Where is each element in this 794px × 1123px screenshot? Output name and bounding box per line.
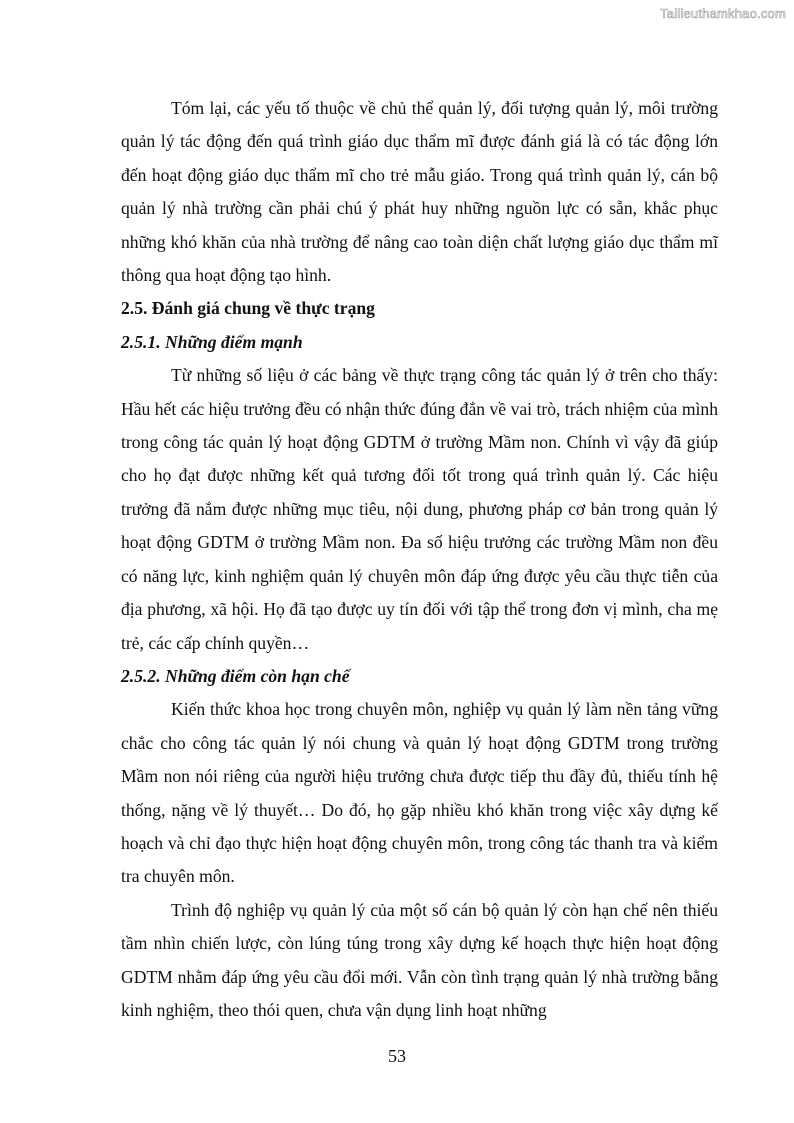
paragraph-strengths: Từ những số liệu ở các bảng về thực trạng công tác quản lý ở trên cho thấy: Hầu hết các hiệu trưởng đều có nhận thức đúng đắn về vai trò, trách nhiệm của mình trong công tác quản lý hoạt động GDTM ở trường Mầm non. Chính vì vậy đã giúp cho họ đạt được những kết quả tương đối tốt trong quá trình quản lý. Các hiệu trưởng đã nắm được những mục tiêu, nội dung, phương pháp cơ bản trong quản lý hoạt động GDTM ở trường Mầm non. Đa số hiệu trưởng các trường Mầm non đều có năng lực, kinh nghiệm quản lý chuyên môn đáp ứng được yêu cầu thực tiễn của địa phương, xã hội. Họ đã tạo được uy tín đối với tập thể trong đơn vị mình, cha mẹ trẻ, các cấp chính quyền…: [121, 365, 718, 653]
paragraph-limitations-2: Trình độ nghiệp vụ quản lý của một số cán bộ quản lý còn hạn chế nên thiếu tầm nhìn chiến lược, còn lúng túng trong xây dựng kế hoạch thực hiện hoạt động GDTM nhằm đáp ứng yêu cầu đổi mới. Vẫn còn tình trạng quản lý nhà trường bằng kinh nghiệm, theo thói quen, chưa vận dụng linh hoạt những: [121, 899, 718, 1020]
section-heading: 2.5. Đánh giá chung về thực trạng: [121, 298, 375, 319]
subsection-heading-strengths: 2.5.1. Những điểm mạnh: [121, 331, 303, 352]
page-number: 53: [388, 1046, 406, 1066]
paragraph-summary: Tóm lại, các yếu tố thuộc về chủ thể quản lý, đối tượng quản lý, môi trường quản lý tác động đến quá trình giáo dục thẩm mĩ được đánh giá là có tác động lớn đến hoạt động giáo dục thẩm mĩ cho trẻ mẫu giáo. Trong quá trình quản lý, cán bộ quản lý nhà trường cần phải chú ý phát huy những nguồn lực có sẵn, khắc phục những khó khăn của nhà trường để nâng cao toàn diện chất lượng giáo dục thẩm mĩ thông qua hoạt động tạo hình.: [121, 98, 718, 286]
document-body: [121, 92, 718, 1027]
subsection-heading-limitations: 2.5.2. Những điểm còn hạn chế: [121, 665, 350, 686]
watermark-text: Tailieuthamkhao.com: [660, 6, 786, 21]
paragraph-limitations-1: Kiến thức khoa học trong chuyên môn, nghiệp vụ quản lý làm nền tảng vững chắc cho công tác quản lý nói chung và quản lý hoạt động GDTM trong trường Mầm non nói riêng của người hiệu trưởng chưa được tiếp thu đầy đủ, thiếu tính hệ thống, nặng về lý thuyết… Do đó, họ gặp nhiều khó khăn trong việc xây dựng kế hoạch và chỉ đạo thực hiện hoạt động chuyên môn, trong công tác thanh tra và kiểm tra chuyên môn.: [121, 699, 718, 887]
